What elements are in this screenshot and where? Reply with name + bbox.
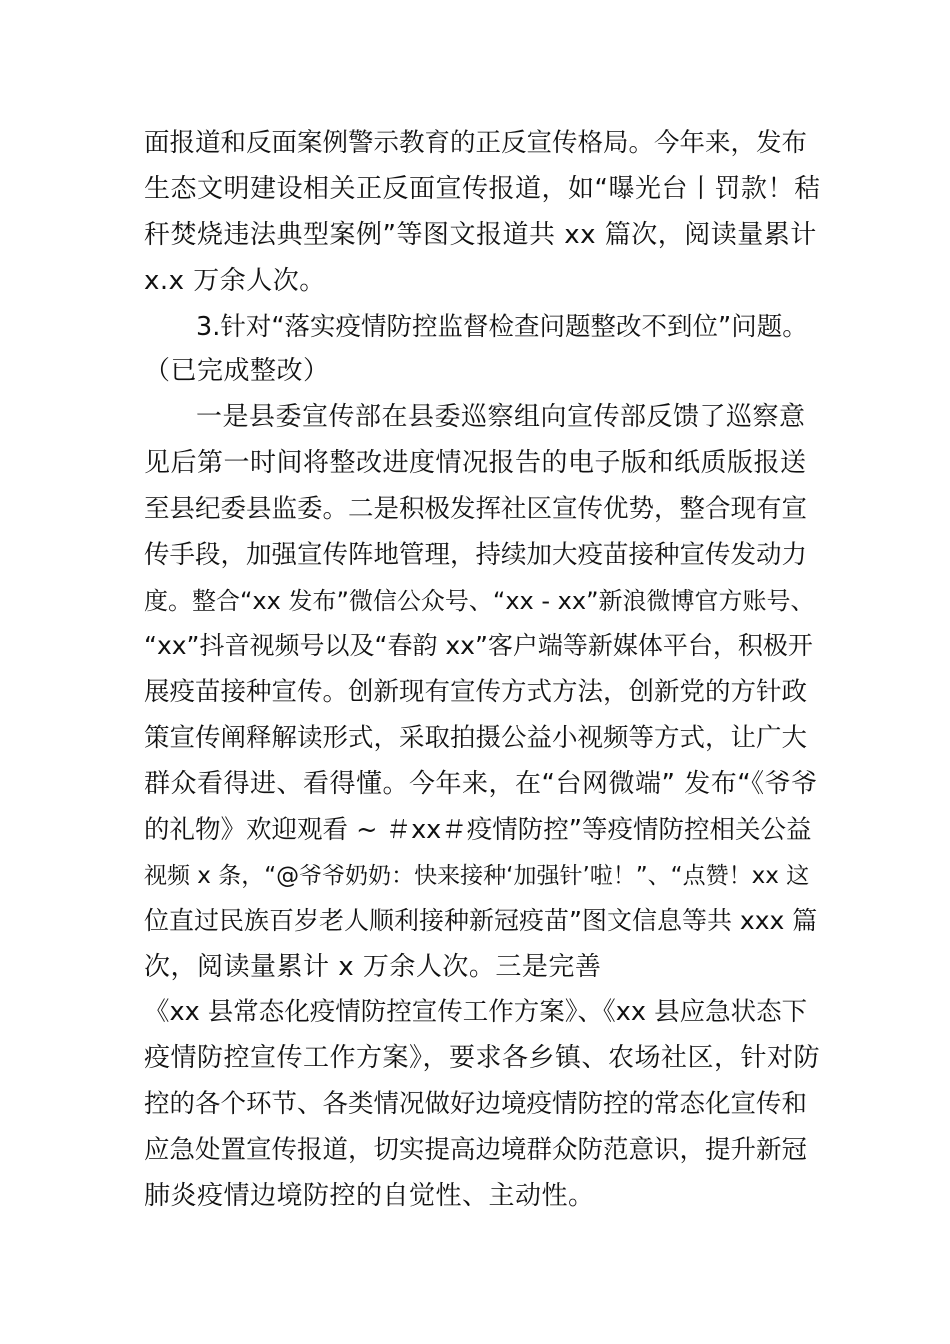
body-text-line: 控的各个环节、各类情况做好边境疫情防控的常态化宣传和 [144,1089,808,1119]
body-text-line: x.x 万余人次。 [144,266,326,296]
body-text-line: 《xx 县常态化疫情防控宣传工作方案》、《xx 县应急状态下 [144,997,808,1027]
body-text-line: 次，阅读量累计 x 万余人次。三是完善 [144,952,602,982]
body-text-line: 秆焚烧违法典型案例”等图文报道共 xx 篇次，阅读量累计 [144,220,817,250]
body-text-line: 度。整合“xx 发布”微信公众号、“xx - xx”新浪微博官方账号、 [144,587,815,615]
body-text-line: 的礼物》欢迎观看 ~ ＃xx＃疫情防控”等疫情防控相关公益 [144,815,812,845]
body-text-line: “xx”抖音视频号以及“春韵 xx”客户端等新媒体平台，积极开 [144,631,813,660]
body-text-line: 生态文明建设相关正反面宣传报道，如“曝光台丨罚款！秸 [144,174,821,204]
status-note: （已完成整改） [144,356,330,386]
body-text-line: 展疫苗接种宣传。创新现有宣传方式方法，创新党的方针政 [144,677,808,707]
body-text-line: 面报道和反面案例警示教育的正反宣传格局。今年来，发布 [144,128,808,158]
body-text-line: 群众看得进、看得懂。今年来，在“台网微端” 发布“《爷爷 [144,769,818,799]
body-text-line: 见后第一时间将整改进度情况报告的电子版和纸质版报送 [144,448,807,478]
body-text-line: 视频 x 条，“@爷爷奶奶：快来接种‘加强针’啦！”、“点赞！xx 这 [144,863,810,889]
body-text-line: 应急处置宣传报道，切实提高边境群众防范意识，提升新冠 [144,1135,808,1165]
body-text-line: 位直过民族百岁老人顺利接种新冠疫苗”图文信息等共 xxx 篇 [144,906,818,935]
body-text-line: 疫情防控宣传工作方案》，要求各乡镇、农场社区，针对防 [144,1043,821,1073]
body-text-line: 传手段，加强宣传阵地管理，持续加大疫苗接种宣传发动力 [144,540,808,570]
section-heading: 3.针对“落实疫情防控监督检查问题整改不到位”问题。 [196,312,808,342]
body-text-line: 至县纪委县监委。二是积极发挥社区宣传优势，整合现有宣 [144,494,808,524]
body-text-line: 一是县委宣传部在县委巡察组向宣传部反馈了巡察意 [196,402,806,432]
body-text-line: 策宣传阐释解读形式，采取拍摄公益小视频等方式，让广大 [144,723,808,753]
body-text-line: 肺炎疫情边境防控的自觉性、主动性。 [144,1181,595,1211]
